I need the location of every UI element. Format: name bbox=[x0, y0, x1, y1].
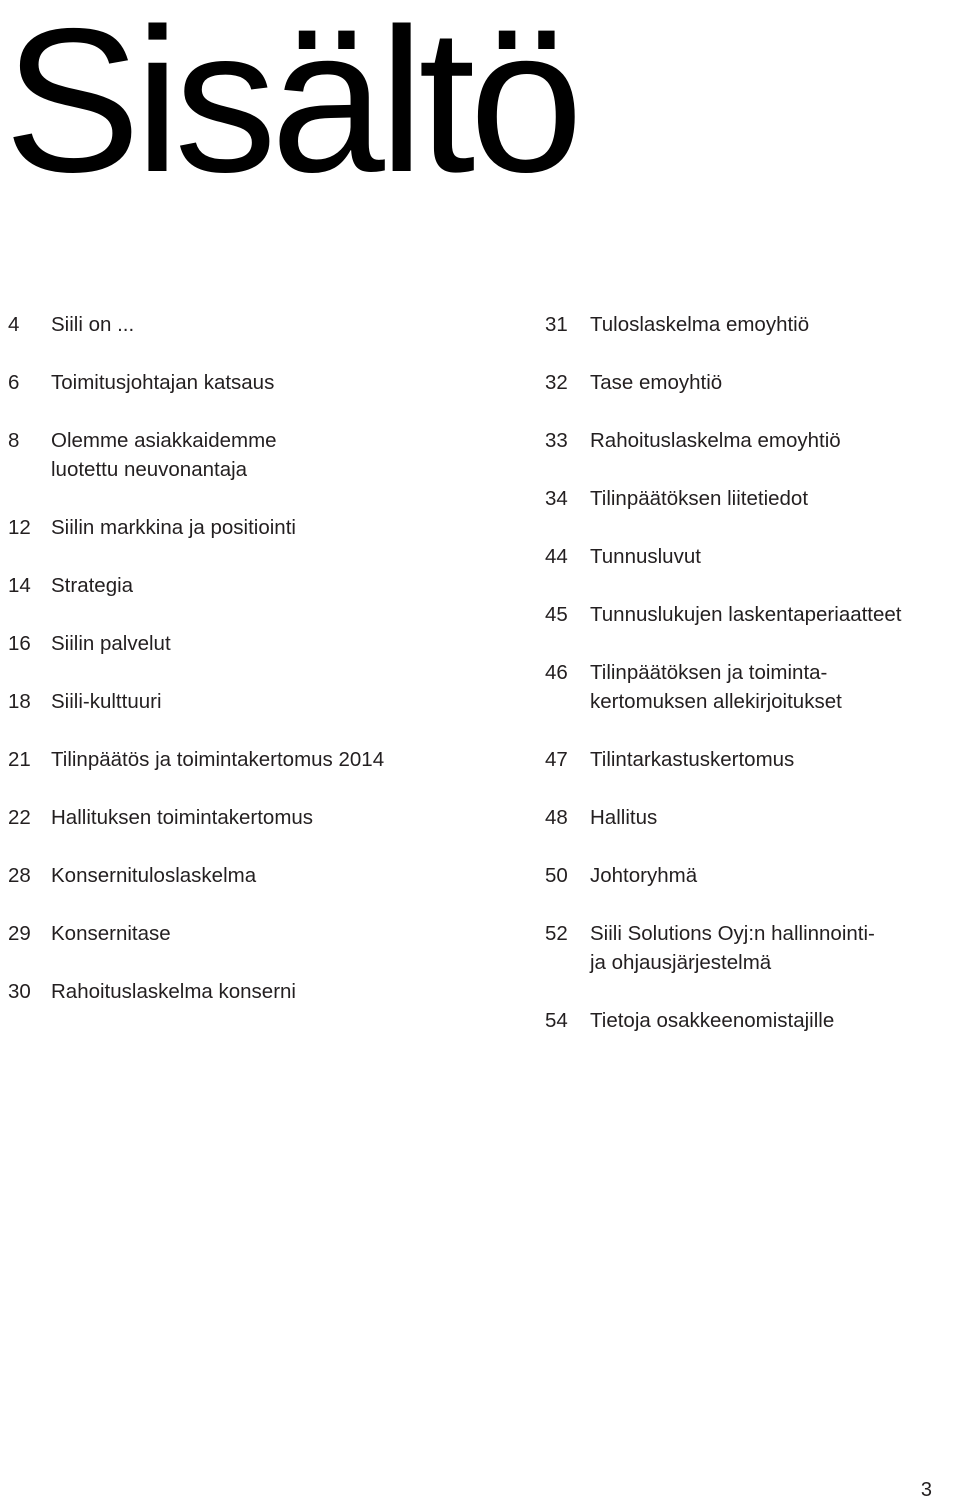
toc-entry[interactable] bbox=[545, 919, 955, 977]
toc-label: Tilinpäätös ja toimintakertomus 2014 bbox=[51, 748, 385, 771]
toc-entry[interactable] bbox=[8, 513, 508, 542]
toc-label: Strategia bbox=[51, 574, 134, 597]
toc-label: Olemme asiakkaidemme luotettu neuvonantaja bbox=[51, 429, 277, 481]
toc-label: Tietoja osakkeenomistajille bbox=[590, 1009, 835, 1032]
toc-entry[interactable] bbox=[545, 542, 955, 571]
toc-page-number: 4 bbox=[8, 313, 20, 336]
toc-entry[interactable] bbox=[545, 803, 955, 832]
toc-entry[interactable] bbox=[8, 803, 508, 832]
toc-label: Siilin palvelut bbox=[51, 632, 171, 655]
toc-entry[interactable] bbox=[8, 687, 508, 716]
toc-page-number: 21 bbox=[8, 748, 31, 771]
toc-label: Konsernitase bbox=[51, 922, 171, 945]
toc-label: Tilintarkastuskertomus bbox=[590, 748, 795, 771]
toc-page-number: 50 bbox=[545, 864, 568, 887]
toc-label: Tilinpäätöksen liitetiedot bbox=[590, 487, 809, 510]
toc-label: Rahoituslaskelma emoyhtiö bbox=[590, 429, 841, 452]
toc-page-number: 12 bbox=[8, 516, 31, 539]
toc-page-number: 48 bbox=[545, 806, 568, 829]
toc-label: Rahoituslaskelma konserni bbox=[51, 980, 296, 1003]
toc-label: Siili-kulttuuri bbox=[51, 690, 162, 713]
toc-label: Hallituksen toimintakertomus bbox=[51, 806, 314, 829]
toc-entry[interactable] bbox=[545, 658, 955, 716]
toc-entry[interactable] bbox=[8, 426, 508, 484]
toc-page-number: 54 bbox=[545, 1009, 568, 1032]
toc-label: Tunnusluvut bbox=[590, 545, 701, 568]
toc-entry[interactable] bbox=[8, 919, 508, 948]
toc-page-number: 30 bbox=[8, 980, 31, 1003]
toc-page-number: 31 bbox=[545, 313, 568, 336]
toc-page-number: 16 bbox=[8, 632, 31, 655]
toc-label: Johtoryhmä bbox=[590, 864, 698, 887]
toc-entry[interactable] bbox=[545, 600, 955, 629]
toc-entry[interactable] bbox=[545, 745, 955, 774]
toc-label: Siili on ... bbox=[51, 313, 135, 336]
toc-page-number: 6 bbox=[8, 371, 20, 394]
toc-label: Tuloslaskelma emoyhtiö bbox=[590, 313, 810, 336]
toc-entry[interactable] bbox=[8, 368, 508, 397]
page-title: Sisältö bbox=[4, 0, 578, 215]
toc-page-number: 52 bbox=[545, 922, 568, 945]
toc-entry[interactable] bbox=[8, 861, 508, 890]
toc-page-number: 46 bbox=[545, 661, 568, 684]
toc-page-number: 34 bbox=[545, 487, 568, 510]
toc-left-column bbox=[8, 310, 508, 1035]
toc-entry[interactable] bbox=[8, 571, 508, 600]
toc-entry[interactable] bbox=[8, 310, 508, 339]
toc-page-number: 14 bbox=[8, 574, 31, 597]
toc-entry[interactable] bbox=[545, 861, 955, 890]
toc-entry[interactable] bbox=[545, 484, 955, 513]
toc-entry[interactable] bbox=[545, 368, 955, 397]
toc-entry[interactable] bbox=[8, 745, 508, 774]
toc-page-number: 28 bbox=[8, 864, 31, 887]
toc-entry[interactable] bbox=[545, 426, 955, 455]
toc-label: Siili Solutions Oyj:n hallinnointi- ja ohjausjärjestelmä bbox=[590, 922, 875, 974]
toc-entry[interactable] bbox=[545, 310, 955, 339]
toc-page-number: 32 bbox=[545, 371, 568, 394]
toc-label: Hallitus bbox=[590, 806, 658, 829]
toc-label: Tase emoyhtiö bbox=[590, 371, 723, 394]
toc-page-number: 33 bbox=[545, 429, 568, 452]
toc-page-number: 47 bbox=[545, 748, 568, 771]
toc-page-number: 44 bbox=[545, 545, 568, 568]
toc-label: Tilinpäätöksen ja toiminta- kertomuksen allekirjoitukset bbox=[590, 661, 842, 713]
toc-page-number: 8 bbox=[8, 429, 20, 452]
toc-page-number: 18 bbox=[8, 690, 31, 713]
toc-right-column bbox=[545, 310, 955, 1064]
toc-label: Toimitusjohtajan katsaus bbox=[51, 371, 275, 394]
toc-entry[interactable] bbox=[545, 1006, 955, 1035]
toc-label: Konsernituloslaskelma bbox=[51, 864, 257, 887]
toc-entry[interactable] bbox=[8, 977, 508, 1006]
toc-label: Siilin markkina ja positiointi bbox=[51, 516, 296, 539]
toc-page-number: 22 bbox=[8, 806, 31, 829]
toc-page-number: 29 bbox=[8, 922, 31, 945]
page-number: 3 bbox=[920, 1479, 932, 1501]
toc-entry[interactable] bbox=[8, 629, 508, 658]
toc-label: Tunnuslukujen laskentaperiaatteet bbox=[590, 603, 902, 626]
toc-page-number: 45 bbox=[545, 603, 568, 626]
